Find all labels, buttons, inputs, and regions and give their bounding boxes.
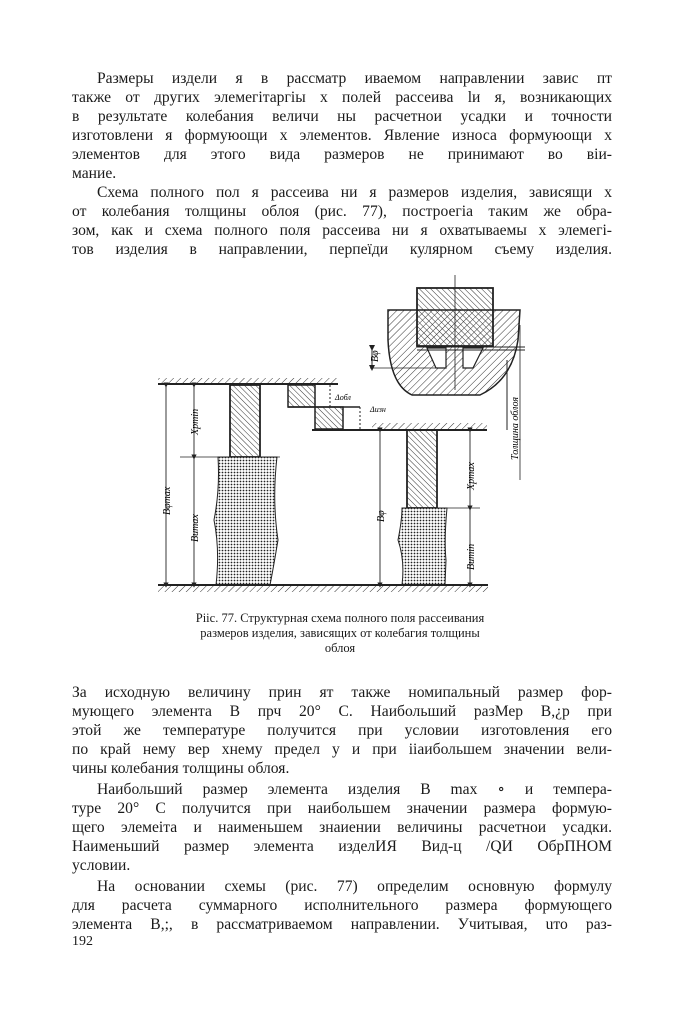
text-line: Размеры издели я в рассматр иваемом направлении завис пт <box>97 70 612 87</box>
left-part <box>214 457 278 585</box>
text-line: щего элемеiта и наименьшем знаиении величины расчетнои усадки. <box>72 819 612 836</box>
text-line: За исходную величину прин ят также номипальный размер фор- <box>72 684 612 701</box>
text-line: мующего элемента B прч 20° С. Наибольший разМер B,¿p при <box>72 703 612 720</box>
figure-77 <box>140 270 540 600</box>
label-flash-thickness: Толщина облоя <box>510 397 521 460</box>
text-line: от колебания толщины облоя (рис. 77), построегіа таким же обра- <box>72 203 612 220</box>
caption-line: Piic. 77. Структурная схема полного поля рассеивания <box>195 611 485 625</box>
upper-plate-left <box>158 378 338 384</box>
label-delta-obl: Δобл <box>335 393 351 402</box>
lower-plate <box>158 585 488 592</box>
caption-line: облоя <box>324 641 356 655</box>
text-line: условии. <box>72 857 131 874</box>
text-line: этой же температуре получится при условии изготовления его <box>72 722 612 739</box>
text-line: На основании схемы (рис. 77) определим основную формулу <box>97 878 612 895</box>
label-delta-izn: Δизн <box>370 405 386 414</box>
text-line: Наименьший размер элемента изделИЯ Bид-ц /QИ ОбрПНОМ <box>72 838 612 855</box>
text-line: Схема полного пол я рассеива ни я размеров изделия, зависящи х <box>97 184 612 201</box>
label-x-p-min: Xpmin <box>190 408 201 435</box>
label-x-p-max: Xpmax <box>466 462 477 490</box>
right-part <box>398 508 447 585</box>
text-line: в результате колебания величи ны расчетнои усадки и точности <box>72 108 612 125</box>
left-forming-element <box>230 385 260 457</box>
text-line: для расчета суммарного исполнительного размера формующего <box>72 897 612 914</box>
text-line: зом, как и схема полного поля рассеива ни я охватываемы х элемегі- <box>72 222 612 239</box>
text-line: по край нему вер хнему предел у и при iiаибольшем значении вели- <box>72 741 612 758</box>
label-b-phi: Bφ <box>376 510 387 522</box>
text-line: тов изделия в направлении, перпеїди кулярном съему изделия. <box>72 241 612 258</box>
label-b-u-max: Bumax <box>190 514 201 542</box>
text-line: изготовлени я формуюощи х элементов. Явление износа формуюощи х <box>72 127 612 144</box>
step-blocks <box>288 385 360 429</box>
page-number: 192 <box>72 934 93 949</box>
text-line: Наибольший размер элемента изделия B max ∘ и темпера- <box>97 781 612 798</box>
text-line: чины колебания толщины облоя. <box>72 760 290 777</box>
text-line: элементов для этого вида размеров не принимают во віи- <box>72 146 612 163</box>
text-line: также от других элемегітаргіы х полей рассеива lи я, возникающих <box>72 89 612 106</box>
right-forming-element <box>407 430 437 508</box>
label-b-phi-max: Bφmax <box>162 486 173 515</box>
text-line: элемента B,;, в рассматриваемом направлении. Учитывая, uто раз- <box>72 916 612 933</box>
text-line: мание. <box>72 165 117 182</box>
caption-line: размеров изделия, зависящих от колебагия толщины <box>200 626 480 640</box>
label-b-phi-top: Bφ <box>370 350 381 362</box>
label-b-u-min: Bumin <box>466 543 477 570</box>
die-cross-section <box>370 275 525 480</box>
text-line: туре 20° С получится при наибольшем значении размера формую- <box>72 800 612 817</box>
